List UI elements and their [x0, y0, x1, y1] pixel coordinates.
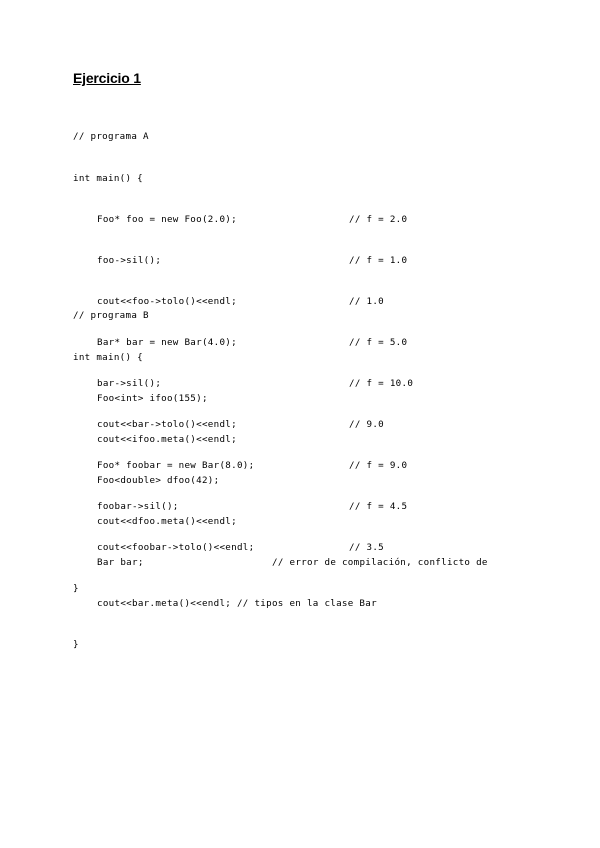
code-statement: bar->sil(); — [97, 377, 162, 389]
code-comment: // f = 5.0 — [349, 336, 408, 348]
code-line — [73, 213, 413, 227]
code-statement: cout<<foobar->tolo()<<endl; — [97, 542, 255, 554]
code-block-programa-b — [73, 282, 488, 679]
code-statement: cout<<ifoo.meta()<<endl; — [97, 433, 237, 445]
code-comment: // 9.0 — [349, 419, 384, 431]
code-statement: Bar bar; — [97, 556, 144, 568]
code-comment: // f = 4.5 — [349, 501, 408, 513]
code-comment-line: // programa A — [73, 131, 149, 143]
code-statement: cout<<foo->tolo()<<endl; — [97, 295, 237, 307]
code-line — [73, 474, 488, 488]
code-comment: // 1.0 — [349, 295, 384, 307]
exercise-title: Ejercicio 1 — [73, 70, 141, 86]
code-closing-brace: } — [73, 639, 79, 651]
code-statement: cout<<bar->tolo()<<endl; — [97, 419, 237, 431]
code-comment: // 3.5 — [349, 542, 384, 554]
code-line — [73, 433, 488, 447]
code-line — [73, 556, 488, 570]
code-statement: Foo<double> dfoo(42); — [97, 474, 220, 486]
code-statement: cout<<bar.meta()<<endl; — [97, 598, 232, 610]
code-line — [73, 515, 488, 529]
code-comment: // f = 2.0 — [349, 213, 408, 225]
code-line — [73, 597, 488, 611]
code-statement: Foo<int> ifoo(155); — [97, 392, 208, 404]
code-line — [73, 392, 488, 406]
code-comment: // tipos en la clase Bar — [236, 598, 377, 610]
code-comment: // error de compilación, conflicto de — [272, 556, 488, 568]
code-comment: // f = 9.0 — [349, 460, 408, 472]
code-statement: foo->sil(); — [97, 254, 162, 266]
code-statement: Bar* bar = new Bar(4.0); — [97, 336, 237, 348]
code-main-header: int main() { — [73, 351, 143, 363]
code-statement: Foo* foobar = new Bar(8.0); — [97, 460, 255, 472]
code-statement: cout<<dfoo.meta()<<endl; — [97, 515, 237, 527]
code-comment: // f = 1.0 — [349, 254, 408, 266]
code-main-header: int main() { — [73, 172, 143, 184]
code-statement: Foo* foo = new Foo(2.0); — [97, 213, 237, 225]
code-closing-brace: } — [73, 583, 79, 595]
code-comment-line: // programa B — [73, 310, 149, 322]
code-line — [73, 254, 413, 268]
code-statement: foobar->sil(); — [97, 501, 179, 513]
code-comment: // f = 10.0 — [349, 377, 414, 389]
